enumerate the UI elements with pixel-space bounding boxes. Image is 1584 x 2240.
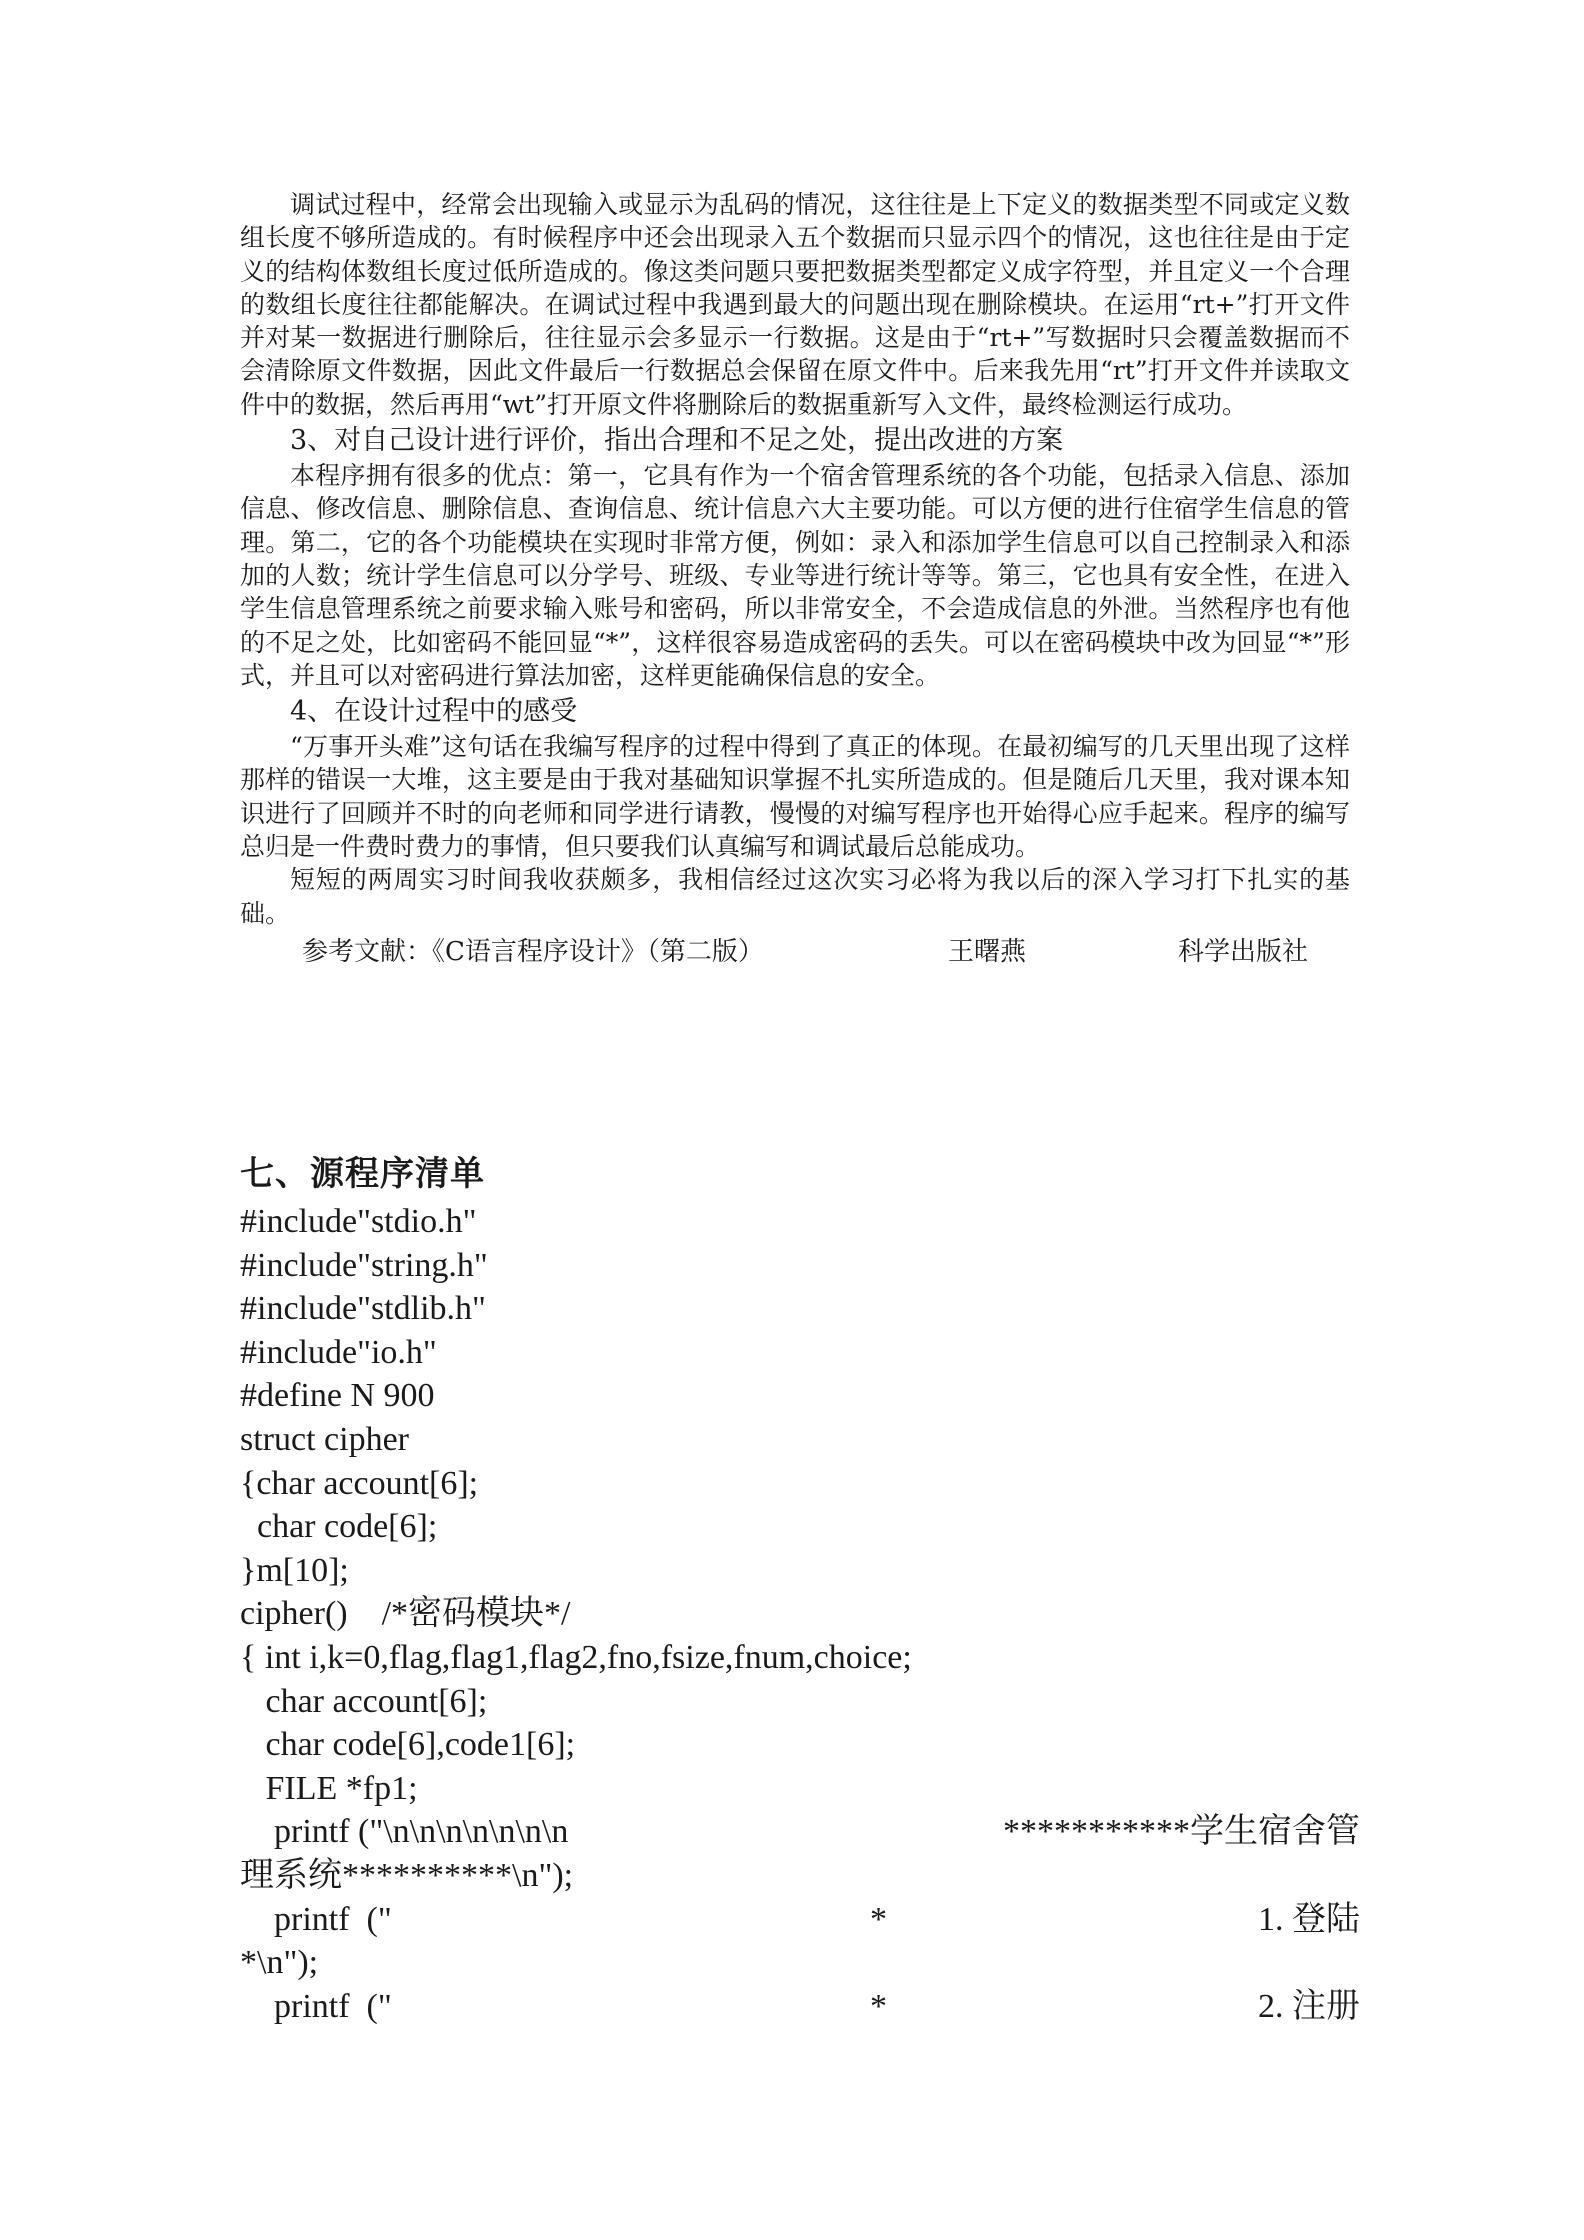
code-text: printf (" xyxy=(240,1987,392,2025)
code-text-mid: * xyxy=(870,1900,887,1938)
heading-feelings: 4、在设计过程中的感受 xyxy=(290,696,578,728)
code-line xyxy=(240,1941,1360,1985)
code-text: printf ("\n\n\n\n\n\n\n xyxy=(240,1813,569,1851)
code-text: 理系统**********\n"); xyxy=(240,1856,574,1894)
code-line xyxy=(240,1549,1360,1593)
paragraph-evaluation: 本程序拥有很多的优点：第一，它具有作为一个宿舍管理系统的各个功能，包括录入信息、添加信息、修改信息、删除信息、查询信息、统计信息六大主要功能。可以方便的进行住宿学生信息的管理。第二，它的各个功能模块在实现时非常方便，例如：录入和添加学生信息可以自己控制录入和添加的人数；统计学生信息可以分学号、班级、专业等进行统计等等。第三，它也具有安全性，在进入学生信息管理系统之前要求输入账号和密码，所以非常安全，不会造成信息的外泄。当然程序也有他的不足之处，比如密码不能回显“*”，这样很容易造成密码的丢失。可以在密码模块中改为回显“*”形式，并且可以对密码进行算法加密，这样更能确保信息的安全。 xyxy=(240,461,1350,690)
code-line xyxy=(240,1810,1360,1854)
code-text: #include"stdlib.h" xyxy=(240,1290,486,1328)
code-line xyxy=(240,1898,1360,1942)
code-text: #include"io.h" xyxy=(240,1333,437,1371)
code-text-right: 1. 登陆 xyxy=(1258,1900,1360,1938)
code-text: #define N 900 xyxy=(240,1377,435,1415)
code-text: #include"string.h" xyxy=(240,1246,488,1284)
code-text: {char account[6]; xyxy=(240,1464,479,1502)
report-body xyxy=(240,188,1350,972)
code-line xyxy=(240,1462,1360,1506)
code-text: FILE *fp1; xyxy=(240,1769,418,1807)
code-text: printf (" xyxy=(240,1900,392,1938)
paragraph-feelings: “万事开头难”这句话在我编写程序的过程中得到了真正的体现。在最初编写的几天里出现了这样那样的错误一大堆，这主要是由于我对基础知识掌握不扎实所造成的。但是随后几天里，我对课本知识进行了回顾并不时的向老师和同学进行请教，慢慢的对编写程序也开始得心应手起来。程序的编写总归是一件费时费力的事情，但只要我们认真编写和调试最后总能成功。 xyxy=(240,732,1350,862)
source-code-listing xyxy=(240,1200,1360,2028)
code-text: char account[6]; xyxy=(240,1682,488,1720)
code-line xyxy=(240,1505,1360,1549)
code-line xyxy=(240,1287,1360,1331)
code-text: char code[6],code1[6]; xyxy=(240,1726,576,1764)
reference-title: 参考文献：《C语言程序设计》（第二版） xyxy=(302,936,764,967)
code-line xyxy=(240,1331,1360,1375)
code-line xyxy=(240,1767,1360,1811)
code-line xyxy=(240,1723,1360,1767)
code-text: *\n"); xyxy=(240,1944,319,1982)
code-line xyxy=(240,1374,1360,1418)
code-line xyxy=(240,1680,1360,1724)
reference-publisher: 科学出版社 xyxy=(1178,936,1309,967)
reference-author: 王曙燕 xyxy=(948,936,1027,967)
code-line xyxy=(240,1636,1360,1680)
code-line xyxy=(240,1985,1360,2029)
paragraph-debugging: 调试过程中，经常会出现输入或显示为乱码的情况，这往往是上下定义的数据类型不同或定义数组长度不够所造成的。有时候程序中还会出现录入五个数据而只显示四个的情况，这也往往是由于定义的结构体数组长度过低所造成的。像这类问题只要把数据类型都定义成字符型，并且定义一个合理的数组长度往往都能解决。在调试过程中我遇到最大的问题出现在删除模块。在运用“rt+”打开文件并对某一数据进行删除后，往往显示会多显示一行数据。这是由于“rt+”写数据时只会覆盖数据而不会清除原文件数据，因此文件最后一行数据总会保留在原文件中。后来我先用“rt”打开文件并读取文件中的数据，然后再用“wt”打开原文件将删除后的数据重新写入文件，最终检测运行成功。 xyxy=(240,190,1350,419)
paragraph-summary: 短短的两周实习时间我收获颇多，我相信经过这次实习必将为我以后的深入学习打下扎实的基础。 xyxy=(240,865,1350,928)
code-text: { int i,k=0,flag,flag1,flag2,fno,fsize,fnum,choice; xyxy=(240,1638,912,1676)
code-line xyxy=(240,1418,1360,1462)
code-text: cipher() /*密码模块*/ xyxy=(240,1595,571,1633)
heading-evaluation: 3、对自己设计进行评价，指出合理和不足之处，提出改进的方案 xyxy=(290,425,1064,457)
code-text-right: 2. 注册 xyxy=(1258,1987,1360,2025)
section-title: 七、源程序清单 xyxy=(240,1154,485,1194)
code-text: }m[10]; xyxy=(240,1551,349,1589)
code-line xyxy=(240,1854,1360,1898)
code-text-right: ***********学生宿舍管 xyxy=(1003,1813,1360,1851)
code-text: char code[6]; xyxy=(240,1508,438,1546)
code-line xyxy=(240,1592,1360,1636)
code-text-mid: * xyxy=(870,1987,887,2025)
code-line xyxy=(240,1244,1360,1288)
references-line xyxy=(240,932,1350,972)
code-text: struct cipher xyxy=(240,1420,409,1458)
code-text: #include"stdio.h" xyxy=(240,1203,477,1240)
code-line xyxy=(240,1200,1360,1244)
